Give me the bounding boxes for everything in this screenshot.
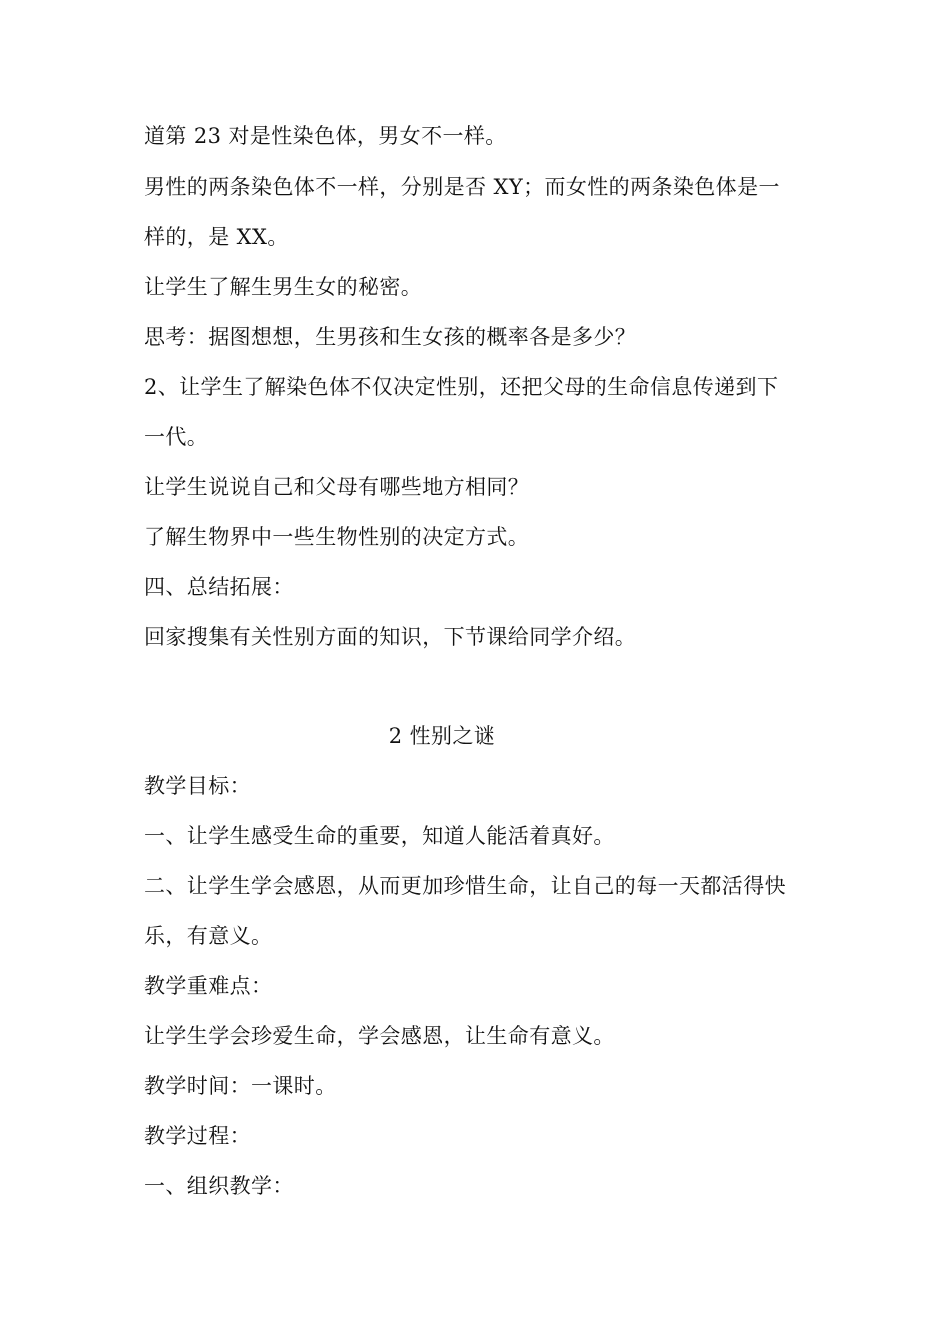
text-line: 一、让学生感受生命的重要，知道人能活着真好。	[144, 824, 615, 848]
text-line: 道第 23 对是性染色体，男女不一样。	[144, 124, 507, 148]
text-line: 回家搜集有关性别方面的知识，下节课给同学介绍。	[144, 625, 637, 649]
section-heading: 教学重难点：	[144, 974, 273, 998]
section-heading: 四、总结拓展：	[144, 575, 294, 599]
text-line: 一代。	[144, 425, 209, 449]
text-line: 二、让学生学会感恩，从而更加珍惜生命，让自己的每一天都活得快	[144, 874, 786, 898]
section-heading: 教学过程：	[144, 1124, 251, 1148]
text-line: 让学生学会珍爱生命，学会感恩，让生命有意义。	[144, 1024, 615, 1048]
lesson-title: 2 性别之谜	[388, 724, 496, 748]
text-line: 2、让学生了解染色体不仅决定性别，还把父母的生命信息传递到下	[144, 375, 779, 399]
text-line: 了解生物界中一些生物性别的决定方式。	[144, 525, 530, 549]
section-heading: 教学目标：	[144, 774, 251, 798]
section-heading: 一、组织教学：	[144, 1174, 294, 1198]
text-line: 乐，有意义。	[144, 924, 273, 948]
text-line: 男性的两条染色体不一样，分别是否 XY；而女性的两条染色体是一	[144, 175, 780, 199]
text-line: 让学生了解生男生女的秘密。	[144, 275, 423, 299]
text-line: 教学时间：一课时。	[144, 1074, 337, 1098]
text-line: 让学生说说自己和父母有哪些地方相同？	[144, 475, 530, 499]
text-line: 思考：据图想想，生男孩和生女孩的概率各是多少？	[144, 325, 637, 349]
text-line: 样的，是 XX。	[144, 225, 289, 249]
